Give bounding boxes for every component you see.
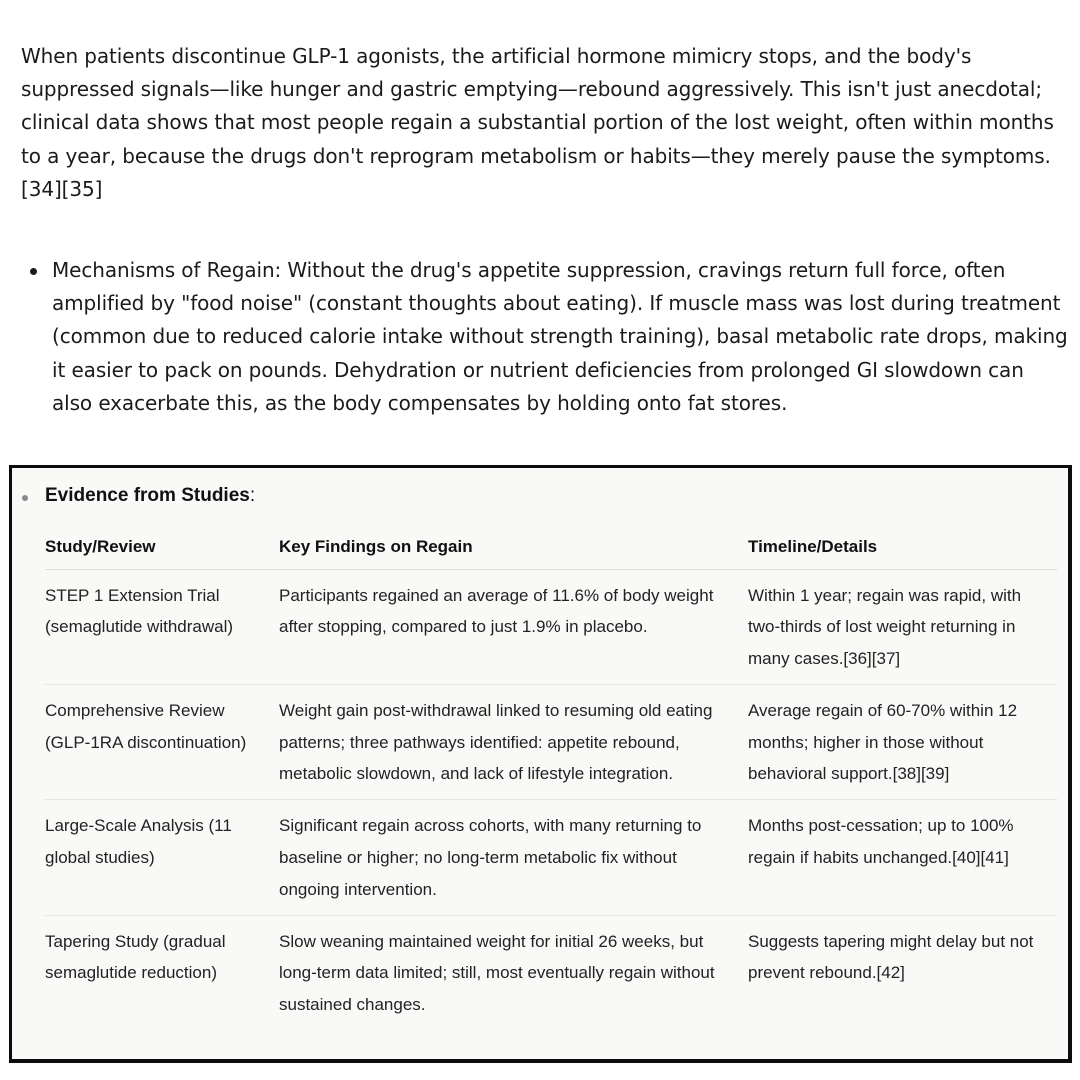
evidence-heading [45,485,255,507]
bullet-text: Mechanisms of Regain: Without the drug's appetite suppression, cravings return full force, often amplified by "food noise" (constant thoughts about eating). If muscle mass was lost during treatment (common due to reduced calorie intake without strength training), basal metabolic rate drops, making it easier to pack on pounds. Dehydration or nutrient deficiencies from prolonged GI slowdown can also exacerbate this, as the body compensates by holding onto fat stores. [52,258,1068,415]
cell-study: STEP 1 Extension Trial (semaglutide withdrawal) [45,569,279,684]
table-header-row [45,523,1057,569]
table-row [45,569,1057,684]
cell-study: Comprehensive Review (GLP-1RA discontinuation) [45,684,279,799]
cell-findings: Weight gain post-withdrawal linked to resuming old eating patterns; three pathways identified: appetite rebound, metabolic slowdown, and lack of lifestyle integration. [279,684,748,799]
cell-timeline: Average regain of 60-70% within 12 months; higher in those without behavioral support.[38][39] [748,684,1057,799]
cell-timeline: Within 1 year; regain was rapid, with two-thirds of lost weight returning in many cases.[36][37] [748,569,1057,684]
cell-findings: Participants regained an average of 11.6% of body weight after stopping, compared to just 1.9% in placebo. [279,569,748,684]
bullet-mechanisms-of-regain [28,254,1068,420]
table-row [45,684,1057,799]
evidence-screenshot-frame [9,465,1072,1063]
cell-study: Tapering Study (gradual semaglutide reduction) [45,931,226,983]
evidence-bullet-dot-icon [22,495,28,501]
column-header-findings: Key Findings on Regain [279,523,748,569]
evidence-table [45,523,1057,1030]
intro-paragraph: When patients discontinue GLP-1 agonists, the artificial hormone mimicry stops, and the body's suppressed signals—like hunger and gastric emptying—rebound aggressively. This isn't just anecdotal; clinical data shows that most people regain a substantial portion of the lost weight, often within months to a year, because the drugs don't reprogram metabolism or habits—they merely pause the symptoms.[34][35] [21,44,1054,201]
cell-timeline: Months post-cessation; up to 100% regain if habits unchanged.[40][41] [748,800,1057,915]
table-row [45,800,1057,915]
bullet-list [28,254,1068,420]
cell-study: Large-Scale Analysis (11 global studies) [45,800,279,915]
column-header-timeline: Timeline/Details [748,523,1057,569]
evidence-heading-suffix: : [249,485,256,506]
cell-timeline: Suggests tapering might delay but not prevent rebound.[42] [748,931,1034,983]
column-header-study: Study/Review [45,523,279,569]
cell-findings: Slow weaning maintained weight for initial 26 weeks, but long-term data limited; still, most eventually regain without sustained changes. [279,931,715,1015]
evidence-heading-bold: Evidence from Studies [45,485,250,506]
bullet-dot-icon [30,268,37,275]
table-row [45,915,1057,1030]
cell-findings: Significant regain across cohorts, with many returning to baseline or higher; no long-term metabolic fix without ongoing intervention. [279,800,748,915]
